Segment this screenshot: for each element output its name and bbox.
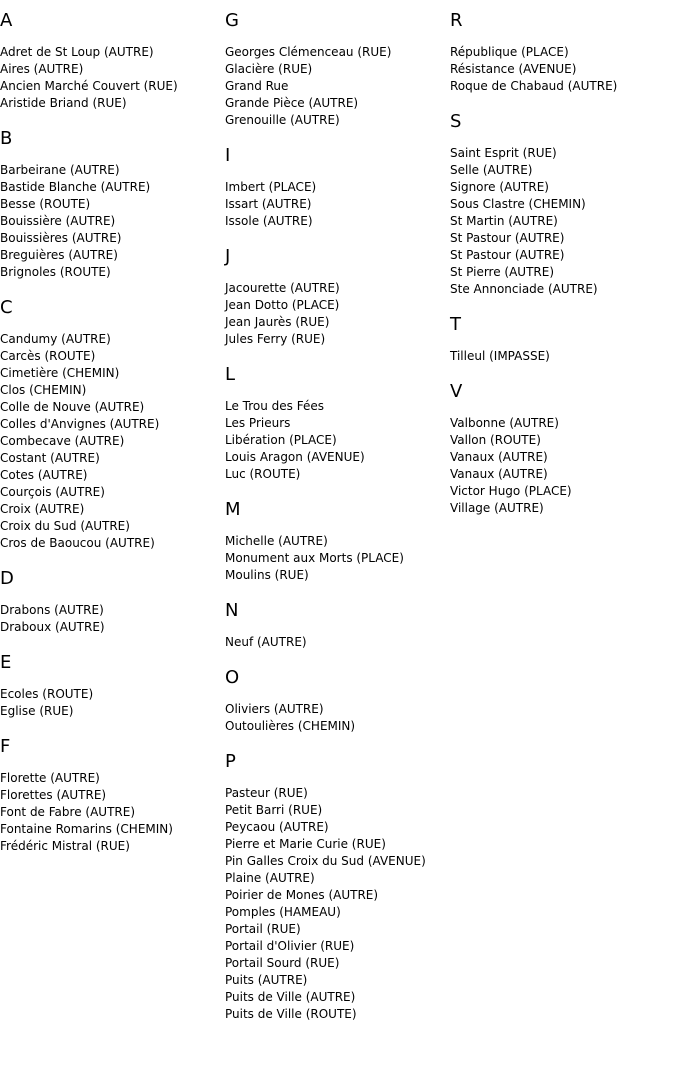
street-entry: Le Trou des Fées (225, 399, 324, 413)
letter-group-n (225, 600, 426, 651)
letter-group-v (450, 381, 617, 517)
letter-heading: I (225, 145, 231, 166)
street-entry: République (PLACE) (450, 45, 569, 59)
letter-heading: N (225, 600, 239, 621)
letter-heading: B (0, 128, 13, 149)
street-entry: Libération (PLACE) (225, 433, 337, 447)
street-entry: Poirier de Mones (AUTRE) (225, 888, 379, 902)
street-list (450, 348, 617, 365)
street-list (450, 145, 617, 298)
street-entry: Grand Rue (225, 79, 289, 93)
letter-group-r (450, 10, 617, 95)
street-entry: Adret de St Loup (AUTRE) (0, 45, 154, 59)
street-entry: Draboux (AUTRE) (0, 620, 105, 634)
street-entry: Imbert (PLACE) (225, 180, 317, 194)
letter-heading: T (450, 314, 461, 335)
street-entry: Saint Esprit (RUE) (450, 146, 557, 160)
street-entry: Grenouille (AUTRE) (225, 113, 340, 127)
letter-group-f (0, 736, 178, 855)
street-entry: Ecoles (ROUTE) (0, 687, 94, 701)
letter-heading: E (0, 652, 12, 673)
street-entry: Brignoles (ROUTE) (0, 265, 111, 279)
street-entry: Selle (AUTRE) (450, 163, 533, 177)
street-list (450, 415, 617, 517)
street-entry: Ancien Marché Couvert (RUE) (0, 79, 178, 93)
street-entry: Signore (AUTRE) (450, 180, 549, 194)
street-entry: St Pierre (AUTRE) (450, 265, 555, 279)
letter-group-c (0, 297, 178, 552)
street-entry: Pierre et Marie Curie (RUE) (225, 837, 386, 851)
letter-heading: V (450, 381, 463, 402)
letter-heading: A (0, 10, 13, 31)
letter-group-g (225, 10, 426, 129)
street-entry: Cimetière (CHEMIN) (0, 366, 120, 380)
street-entry: Portail d'Olivier (RUE) (225, 939, 355, 953)
street-entry: Font de Fabre (AUTRE) (0, 805, 135, 819)
street-entry: Issart (AUTRE) (225, 197, 312, 211)
letter-heading: P (225, 751, 236, 772)
street-entry: Besse (ROUTE) (0, 197, 91, 211)
street-entry: Puits (AUTRE) (225, 973, 308, 987)
street-list (225, 701, 426, 735)
letter-heading: G (225, 10, 239, 31)
street-entry: Aires (AUTRE) (0, 62, 84, 76)
street-entry: Colles d'Anvignes (AUTRE) (0, 417, 160, 431)
letter-group-d (0, 568, 178, 636)
street-list (225, 44, 426, 129)
street-entry: Vanaux (AUTRE) (450, 467, 548, 481)
street-entry: Outoulières (CHEMIN) (225, 719, 356, 733)
street-entry: Bouissières (AUTRE) (0, 231, 122, 245)
street-entry: Cros de Baoucou (AUTRE) (0, 536, 155, 550)
street-index (0, 10, 675, 1080)
street-entry: Glacière (RUE) (225, 62, 313, 76)
street-list (0, 44, 178, 112)
street-entry: Courçois (AUTRE) (0, 485, 105, 499)
street-entry: Portail (RUE) (225, 922, 301, 936)
letter-group-o (225, 667, 426, 735)
letter-group-s (450, 111, 617, 298)
street-entry: Plaine (AUTRE) (225, 871, 315, 885)
street-entry: Croix du Sud (AUTRE) (0, 519, 130, 533)
street-entry: Jacourette (AUTRE) (225, 281, 340, 295)
street-entry: Cotes (AUTRE) (0, 468, 88, 482)
street-entry: Vallon (ROUTE) (450, 433, 541, 447)
street-list (225, 179, 426, 230)
street-entry: Puits de Ville (ROUTE) (225, 1007, 357, 1021)
street-entry: Michelle (AUTRE) (225, 534, 328, 548)
street-entry: Monument aux Morts (PLACE) (225, 551, 404, 565)
street-entry: Florettes (AUTRE) (0, 788, 107, 802)
letter-group-t (450, 314, 617, 365)
street-entry: Ste Annonciade (AUTRE) (450, 282, 598, 296)
letter-heading: F (0, 736, 11, 757)
street-entry: Clos (CHEMIN) (0, 383, 87, 397)
street-entry: Oliviers (AUTRE) (225, 702, 324, 716)
letter-group-l (225, 364, 426, 483)
street-entry: Aristide Briand (RUE) (0, 96, 127, 110)
street-entry: Puits de Ville (AUTRE) (225, 990, 356, 1004)
letter-group-b (0, 128, 178, 281)
street-list (0, 686, 178, 720)
street-entry: Croix (AUTRE) (0, 502, 85, 516)
street-entry: Victor Hugo (PLACE) (450, 484, 572, 498)
street-entry: Neuf (AUTRE) (225, 635, 307, 649)
street-entry: Résistance (AVENUE) (450, 62, 577, 76)
street-entry: Jean Jaurès (RUE) (225, 315, 330, 329)
street-entry: Pomples (HAMEAU) (225, 905, 341, 919)
street-entry: Luc (ROUTE) (225, 467, 301, 481)
street-entry: Sous Clastre (CHEMIN) (450, 197, 586, 211)
street-list (225, 785, 426, 1023)
letter-heading: M (225, 499, 241, 520)
letter-heading: S (450, 111, 462, 132)
index-column-2 (225, 10, 426, 1039)
street-list (225, 398, 426, 483)
index-column-3 (450, 10, 617, 533)
street-entry: Barbeirane (AUTRE) (0, 163, 120, 177)
street-entry: Valbonne (AUTRE) (450, 416, 559, 430)
street-entry: Eglise (RUE) (0, 704, 74, 718)
street-entry: Candumy (AUTRE) (0, 332, 111, 346)
street-entry: Vanaux (AUTRE) (450, 450, 548, 464)
letter-heading: C (0, 297, 13, 318)
street-entry: Roque de Chabaud (AUTRE) (450, 79, 618, 93)
street-entry: Village (AUTRE) (450, 501, 544, 515)
street-entry: Peycaou (AUTRE) (225, 820, 329, 834)
street-list (0, 602, 178, 636)
street-entry: Fontaine Romarins (CHEMIN) (0, 822, 173, 836)
street-entry: St Pastour (AUTRE) (450, 231, 565, 245)
street-entry: Florette (AUTRE) (0, 771, 100, 785)
street-list (225, 280, 426, 348)
letter-group-m (225, 499, 426, 584)
street-entry: Combecave (AUTRE) (0, 434, 125, 448)
letter-heading: R (450, 10, 463, 31)
street-entry: Drabons (AUTRE) (0, 603, 104, 617)
street-entry: Tilleul (IMPASSE) (450, 349, 550, 363)
letter-group-i (225, 145, 426, 230)
street-entry: Bastide Blanche (AUTRE) (0, 180, 151, 194)
street-entry: Frédéric Mistral (RUE) (0, 839, 130, 853)
letter-heading: O (225, 667, 240, 688)
street-entry: St Martin (AUTRE) (450, 214, 558, 228)
street-entry: Portail Sourd (RUE) (225, 956, 340, 970)
letter-group-j (225, 246, 426, 348)
street-list (0, 331, 178, 552)
street-entry: Moulins (RUE) (225, 568, 309, 582)
street-entry: Grande Pièce (AUTRE) (225, 96, 359, 110)
street-entry: Costant (AUTRE) (0, 451, 100, 465)
street-entry: Breguières (AUTRE) (0, 248, 118, 262)
letter-group-p (225, 751, 426, 1023)
letter-heading: L (225, 364, 236, 385)
street-entry: Bouissière (AUTRE) (0, 214, 116, 228)
street-entry: Petit Barri (RUE) (225, 803, 323, 817)
letter-group-e (0, 652, 178, 720)
street-entry: Pasteur (RUE) (225, 786, 308, 800)
street-entry: St Pastour (AUTRE) (450, 248, 565, 262)
street-list (0, 770, 178, 855)
street-entry: Issole (AUTRE) (225, 214, 313, 228)
letter-group-a (0, 10, 178, 112)
index-column-1 (0, 10, 178, 871)
letter-heading: D (0, 568, 14, 589)
letter-heading: J (225, 246, 231, 267)
street-list (0, 162, 178, 281)
street-entry: Georges Clémenceau (RUE) (225, 45, 392, 59)
street-entry: Colle de Nouve (AUTRE) (0, 400, 145, 414)
street-list (225, 533, 426, 584)
street-entry: Jean Dotto (PLACE) (225, 298, 340, 312)
street-entry: Pin Galles Croix du Sud (AVENUE) (225, 854, 426, 868)
street-entry: Les Prieurs (225, 416, 291, 430)
street-entry: Jules Ferry (RUE) (225, 332, 326, 346)
street-list (225, 634, 426, 651)
street-entry: Louis Aragon (AVENUE) (225, 450, 365, 464)
street-entry: Carcès (ROUTE) (0, 349, 96, 363)
street-list (450, 44, 617, 95)
